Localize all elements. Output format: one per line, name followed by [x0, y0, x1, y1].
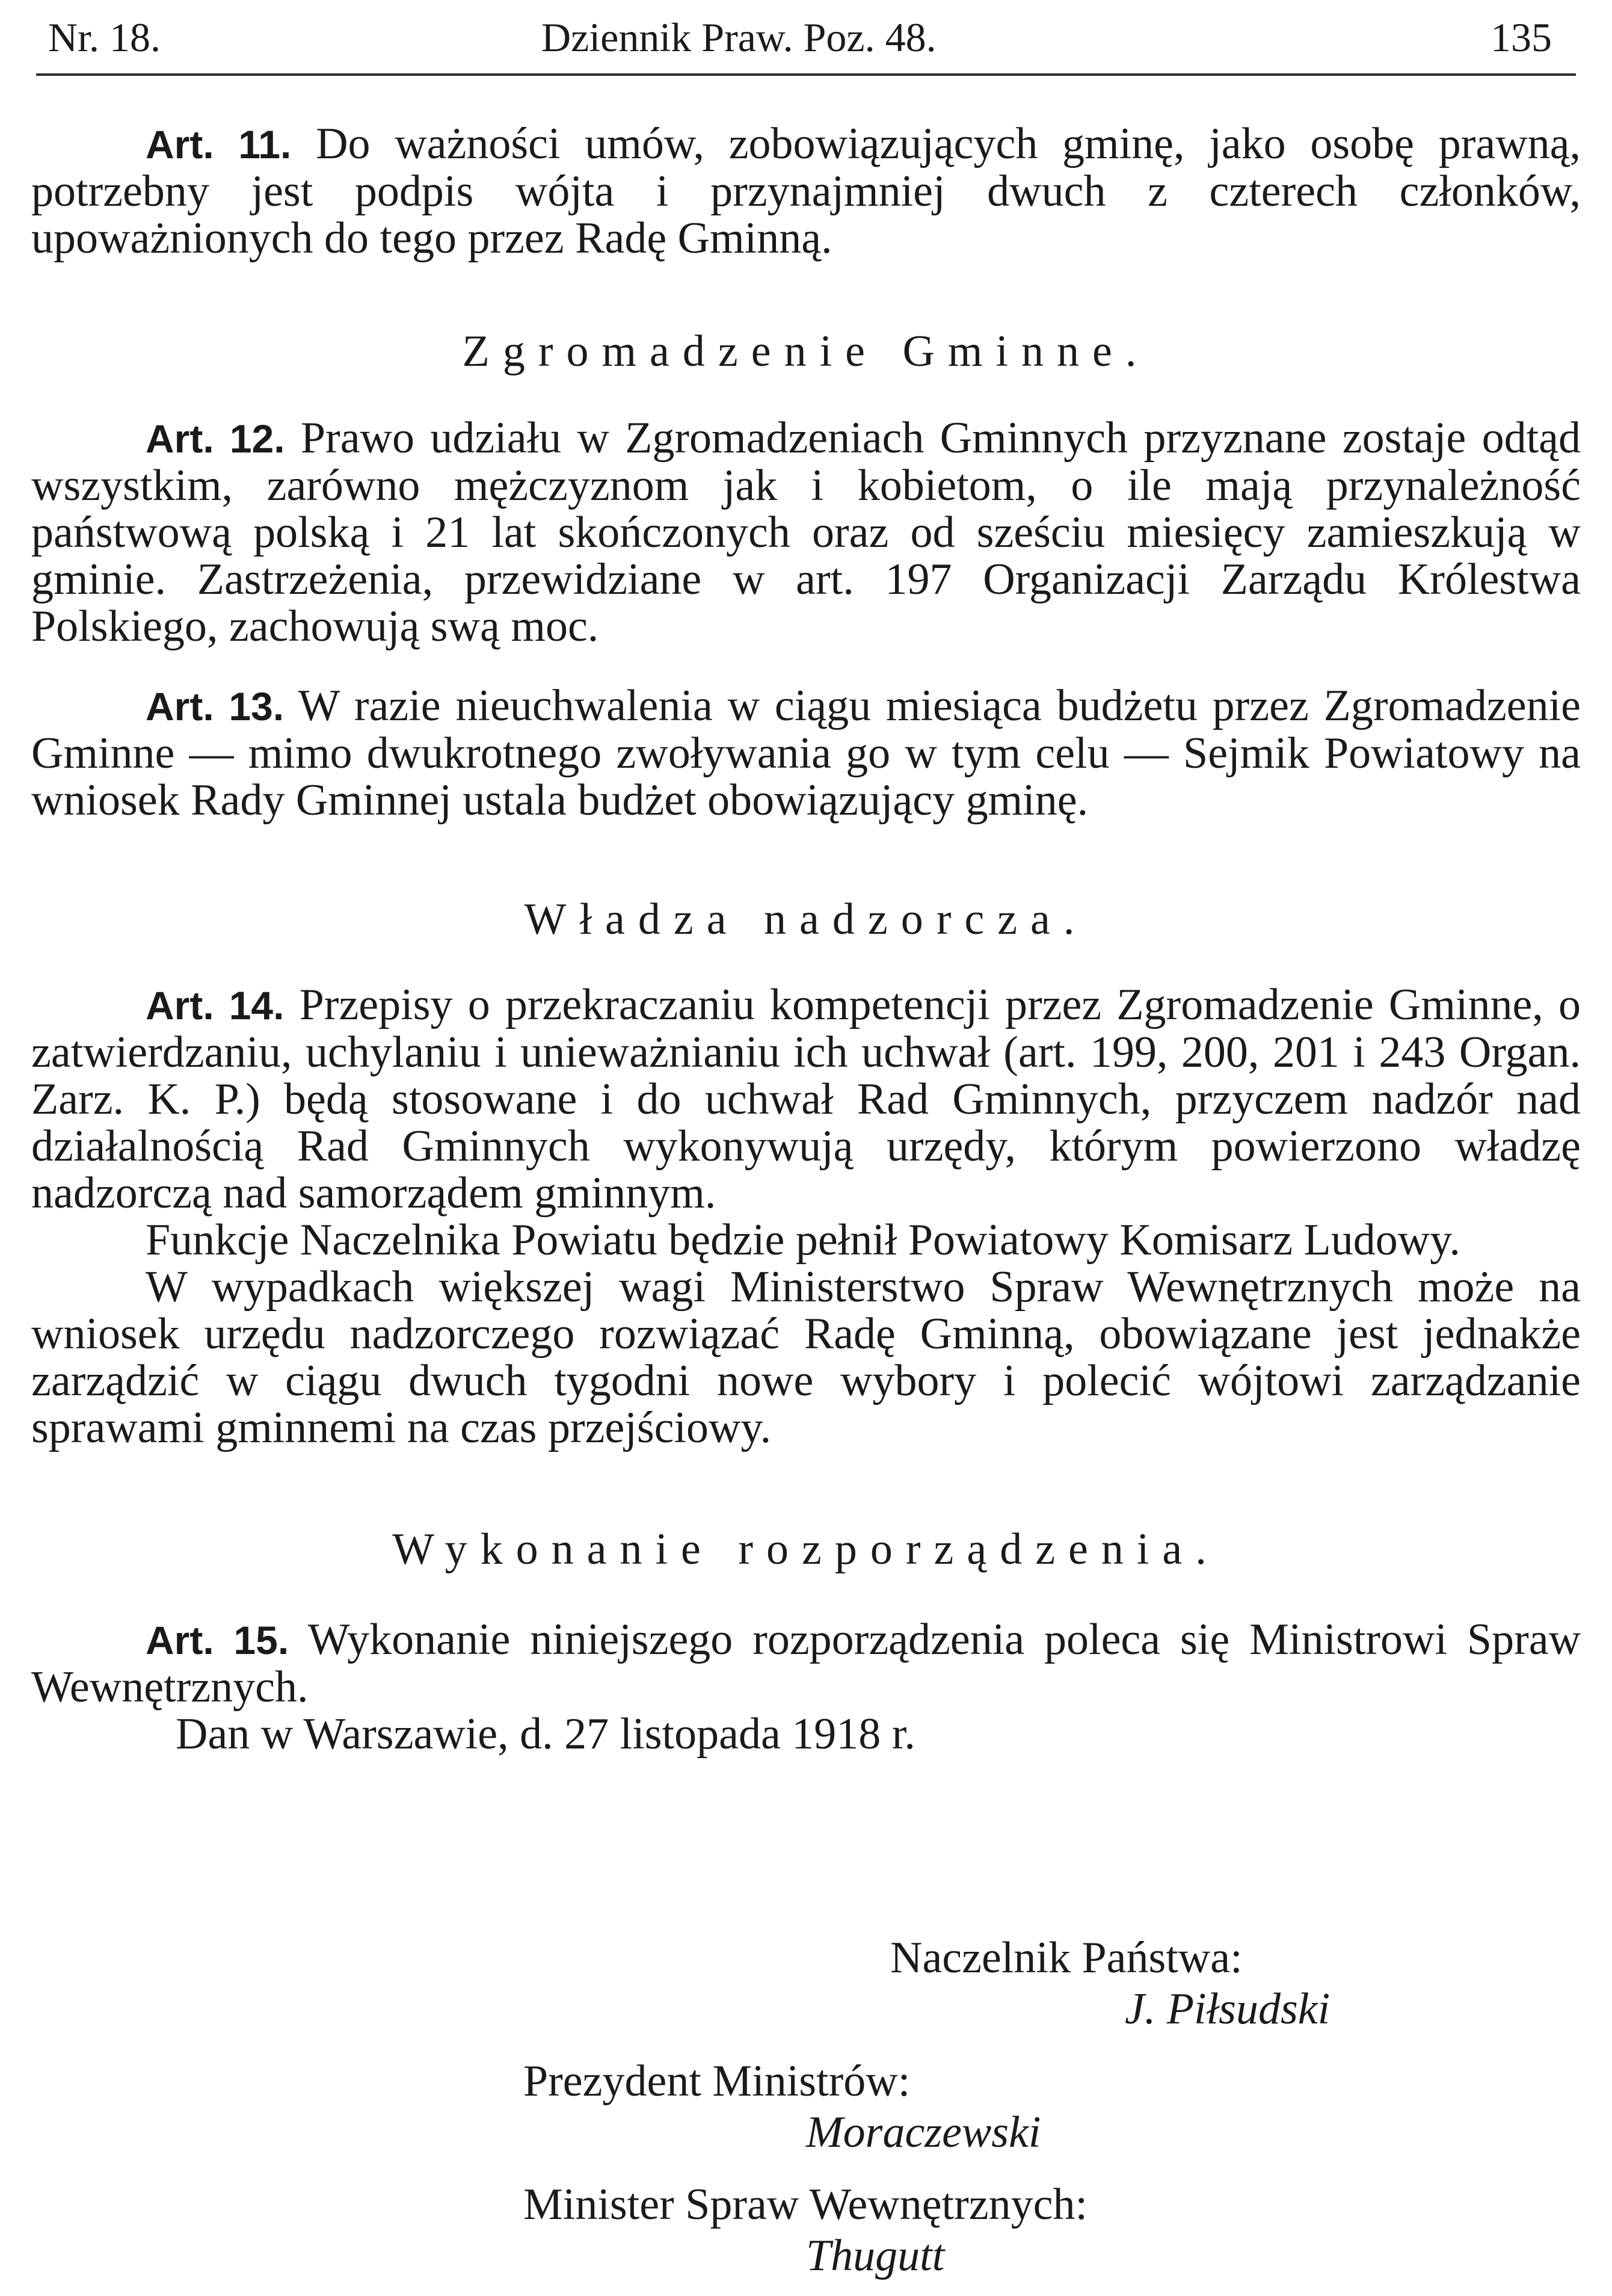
- prime-minister-title: Prezydent Ministrów:: [523, 2057, 911, 2106]
- article-14-text: Przepisy o przekraczaniu kompetencji przez Zgromadzenie Gminne, o zatwierdzaniu, uchylaniu i unieważnianiu ich uchwał (art. 199, 200, 201 i 243 Organ. Zarz. K. P.) będą stosowane i do uchwał Rad Gminnych, przyczem nadzór nad działalnością Rad Gminnych wykonywują urzędy, którym powierzono władzę nadzorczą nad samorządem gminnym.: [31, 980, 1581, 1218]
- journal-title: Dziennik Praw. Poz. 48.: [541, 14, 937, 60]
- article-14-paragraph-3: W wypadkach większej wagi Ministerstwo Spraw Wewnętrznych może na wniosek urzędu nadzorczego rozwiązać Radę Gminną, obowiązane jest jednakże zarządzić w ciągu dwuch tygodni nowe wybory i polecić wójtowi zarządzanie sprawami gminnemi na czas przejściowy.: [31, 1262, 1581, 1452]
- issue-number: Nr. 18.: [48, 14, 161, 60]
- article-12-text: Prawo udziału w Zgromadzeniach Gminnych przyznane zostaje odtąd wszystkim, zarówno mężczyznom jak i kobietom, o ile mają przynależność państwową polską i 21 lat skończonych oraz od sześciu miesięcy zamieszkują w gminie. Zastrzeżenia, przewidziane w art. 197 Organizacji Zarządu Królestwa Polskiego, zachowują swą moc.: [31, 413, 1581, 651]
- article-15-label: Art. 15.: [146, 1618, 289, 1662]
- interior-minister-signature: Thugutt: [806, 2231, 945, 2280]
- page-number: 135: [1490, 14, 1552, 60]
- article-12: [31, 415, 1581, 650]
- article-15: [31, 1616, 1581, 1711]
- article-14-label: Art. 14.: [146, 983, 285, 1028]
- article-12-label: Art. 12.: [146, 416, 285, 461]
- article-13-label: Art. 13.: [146, 684, 285, 729]
- article-13: [31, 682, 1581, 824]
- article-11: [31, 120, 1581, 262]
- date-line: Dan w Warszawie, d. 27 listopada 1918 r.: [176, 1709, 915, 1759]
- head-of-state-title: Naczelnik Państwa:: [890, 1933, 1243, 1983]
- article-15-text: Wykonanie niniejszego rozporządzenia poleca się Ministrowi Spraw Wewnętrznych.: [31, 1615, 1581, 1712]
- section-heading-wykonanie: Wykonanie rozporządzenia.: [392, 1525, 1220, 1574]
- section-heading-zgromadzenie: Zgromadzenie Gminne.: [462, 327, 1150, 376]
- document-body: [31, 120, 1581, 1757]
- article-13-text: W razie nieuchwalenia w ciągu miesiąca budżetu przez Zgromadzenie Gminne — mimo dwukrotnego zwoływania go w tym celu — Sejmik Powiatowy na wniosek Rady Gminnej ustala budżet obowiązujący gminę.: [31, 681, 1581, 825]
- interior-minister-title: Minister Spraw Wewnętrznych:: [523, 2180, 1088, 2229]
- header-rule: [36, 73, 1576, 76]
- head-of-state-signature: J. Piłsudski: [1125, 1984, 1331, 2034]
- article-14-paragraph-2: Funkcje Naczelnika Powiatu będzie pełnił Powiatowy Komisarz Ludowy.: [146, 1215, 1460, 1265]
- article-11-text: Do ważności umów, zobowiązujących gminę, jako osobę prawną, potrzebny jest podpis wójta i przynajmniej dwuch z czterech członków, upoważnionych do tego przez Radę Gminną.: [31, 119, 1581, 263]
- prime-minister-signature: Moraczewski: [806, 2108, 1041, 2157]
- section-heading-wladza: Władza nadzorcza.: [524, 895, 1088, 944]
- article-14: [31, 981, 1581, 1217]
- article-11-label: Art. 11.: [146, 122, 292, 167]
- running-header: [36, 7, 1576, 67]
